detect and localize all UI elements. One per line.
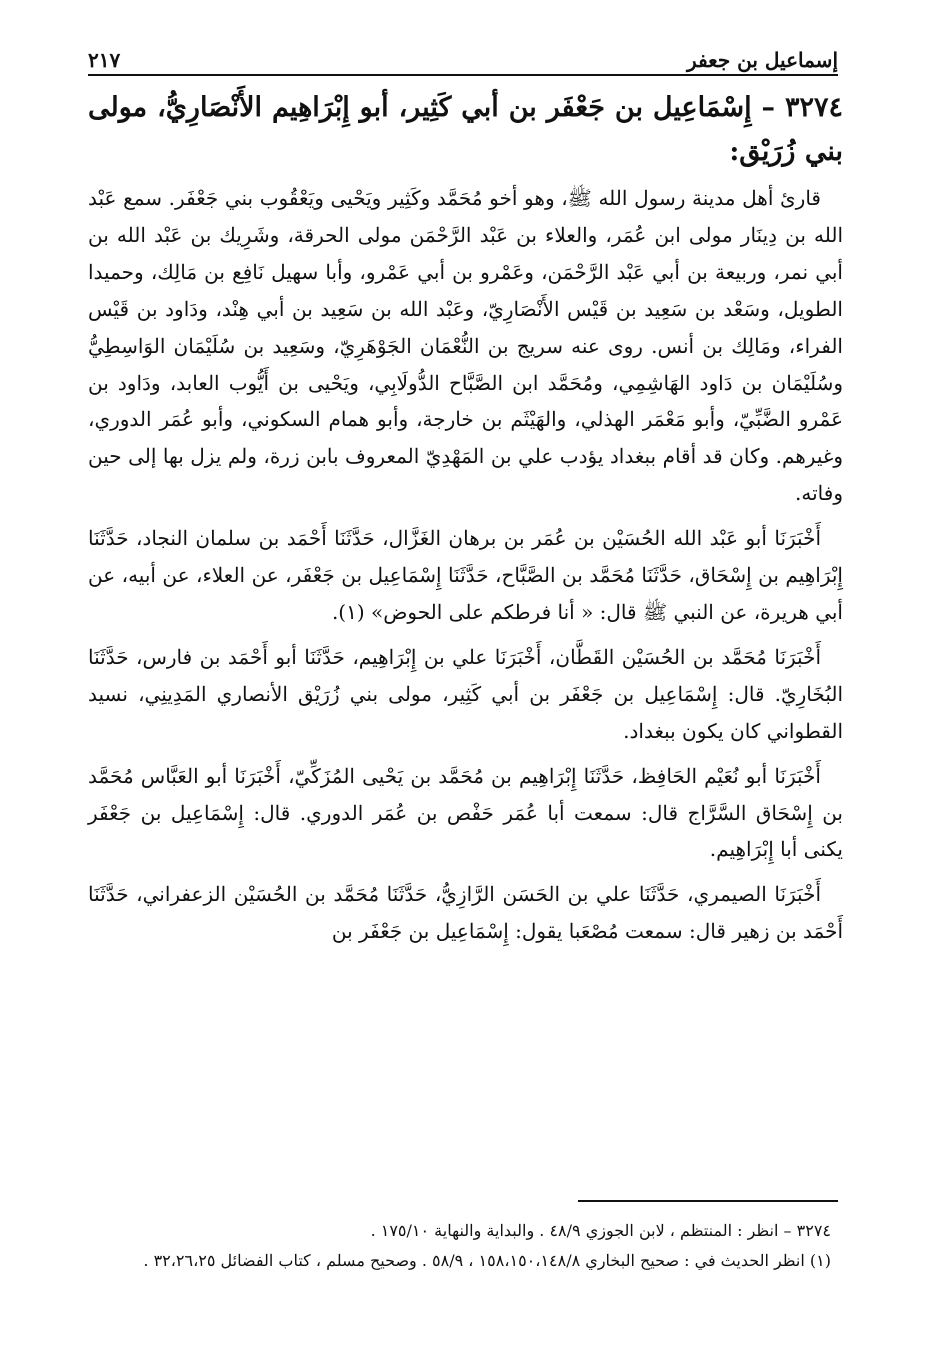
entry-heading: ٣٢٧٤ – إِسْمَاعِيل بن جَعْفَر بن أبي كَثِير، أبو إِبْرَاهِيم الأَنْصَارِيُّ، مولى بني زُرَيْق:: [88, 92, 843, 167]
footnote-hadith-source: (١) انظر الحديث في : صحيح البخاري ١٥٨،١٥٠،١٤٨/٨ ، ٥٨/٩ . وصحيح مسلم ، كتاب الفضائل ٣٢،٢٦،٢٥ .: [143, 1251, 831, 1270]
footnote-entry-source: ٣٢٧٤ – انظر : المنتظم ، لابن الجوزي ٤٨/٩ . والبداية والنهاية ١٧٥/١٠ .: [370, 1221, 831, 1240]
hadith-paragraph: أَخْبَرَنَا أبو عَبْد الله الحُسَيْن بن عُمَر بن برهان الغَزَّال، حَدَّثَنَا أَحْمَد بن سلمان النجاد، حَدَّثَنَا إِبْرَاهِيم بن إِسْحَاق، حَدَّثَنَا مُحَمَّد بن الصَّبَّاح، حَدَّثَنَا إِسْمَاعِيل بن جَعْفَر، عن العلاء، عن أبيه، عن أبي هريرة، عن النبي ﷺ قال: « أنا فرطكم على الحوض» (١).: [88, 526, 843, 624]
musab-paragraph: أَخْبَرَنَا الصيمري، حَدَّثَنَا علي بن الحَسَن الرَّازِيُّ، حَدَّثَنَا مُحَمَّد بن الحُسَيْن الزعفراني، حَدَّثَنَا أَحْمَد بن زهير قال: سمعت مُصْعَبا يقول: إِسْمَاعِيل بن جَعْفَر بن: [88, 882, 843, 944]
page-header: [88, 38, 838, 76]
page-number: ٢١٧: [88, 48, 121, 72]
biography-paragraph: قارئ أهل مدينة رسول الله ﷺ، وهو أخو مُحَمَّد وكَثِير ويَحْيى ويَعْقُوب بني جَعْفَر. سمع عَبْد الله بن دِينَار مولى ابن عُمَر، والعلاء بن عَبْد الرَّحْمَن مولى الحرقة، وشَرِيك بن عَبْد الله بن أبي نمر، وربيعة بن أبي عَبْد الرَّحْمَن، وعَمْرو بن أبي عَمْرو، وأبا سهيل نَافِع بن مَالِك، وحميدا الطويل، وسَعْد بن سَعِيد بن قَيْس الأَنْصَارِيّ، وعَبْد الله بن سَعِيد بن أبي هِنْد، ودَاود بن قَيْس الفراء، ومَالِك بن أنس. روى عنه سريج بن النُّعْمَان الجَوْهَرِيّ، وسَعِيد بن سُلَيْمَان الوَاسِطِيُّ وسُلَيْمَان بن دَاود الهَاشِمِي، ومُحَمَّد ابن الصَّبَّاح الدُّولَابِي، ويَحْيى بن أَيُّوب العابد، ودَاود بن عَمْرو الضَّبِّيّ، وأبو مَعْمَر الهذلي، والهَيْثَم بن خارجة، وأبو همام السكوني، وأبو عُمَر الدوري، وغيرهم. وكان قد أقام ببغداد يؤدب علي بن المَهْدِيّ المعروف بابن زرة، ولم يزل بها إلى حين وفاته.: [88, 186, 843, 506]
footnote-separator: [578, 1200, 838, 1202]
footnotes: [96, 1216, 831, 1276]
entry-body: [88, 180, 843, 958]
bukhari-paragraph: أَخْبَرَنَا مُحَمَّد بن الحُسَيْن القَطَّان، أَخْبَرَنَا علي بن إِبْرَاهِيم، حَدَّثَنَا أبو أَحْمَد بن فارس، حَدَّثَنَا البُخَارِيّ. قال: إِسْمَاعِيل بن جَعْفَر بن أبي كَثِير، مولى بني زُرَيْق الأنصاري المَدِينِي، نسيد القطواني كان يكون ببغداد.: [88, 644, 844, 743]
kunya-paragraph: أَخْبَرَنَا أبو نُعَيْم الحَافِظ، حَدَّثَنَا إِبْرَاهِيم بن مُحَمَّد بن يَحْيى المُزَكِّيّ، أَخْبَرَنَا أبو العَبَّاس مُحَمَّد بن إِسْحَاق السَّرَّاج قال: سمعت أبا عُمَر حَفْص بن عُمَر الدوري. قال: إِسْمَاعِيل بن جَعْفَر يكنى أبا إِبْرَاهِيم.: [88, 763, 843, 862]
running-title: إسماعيل بن جعفر: [687, 48, 838, 72]
